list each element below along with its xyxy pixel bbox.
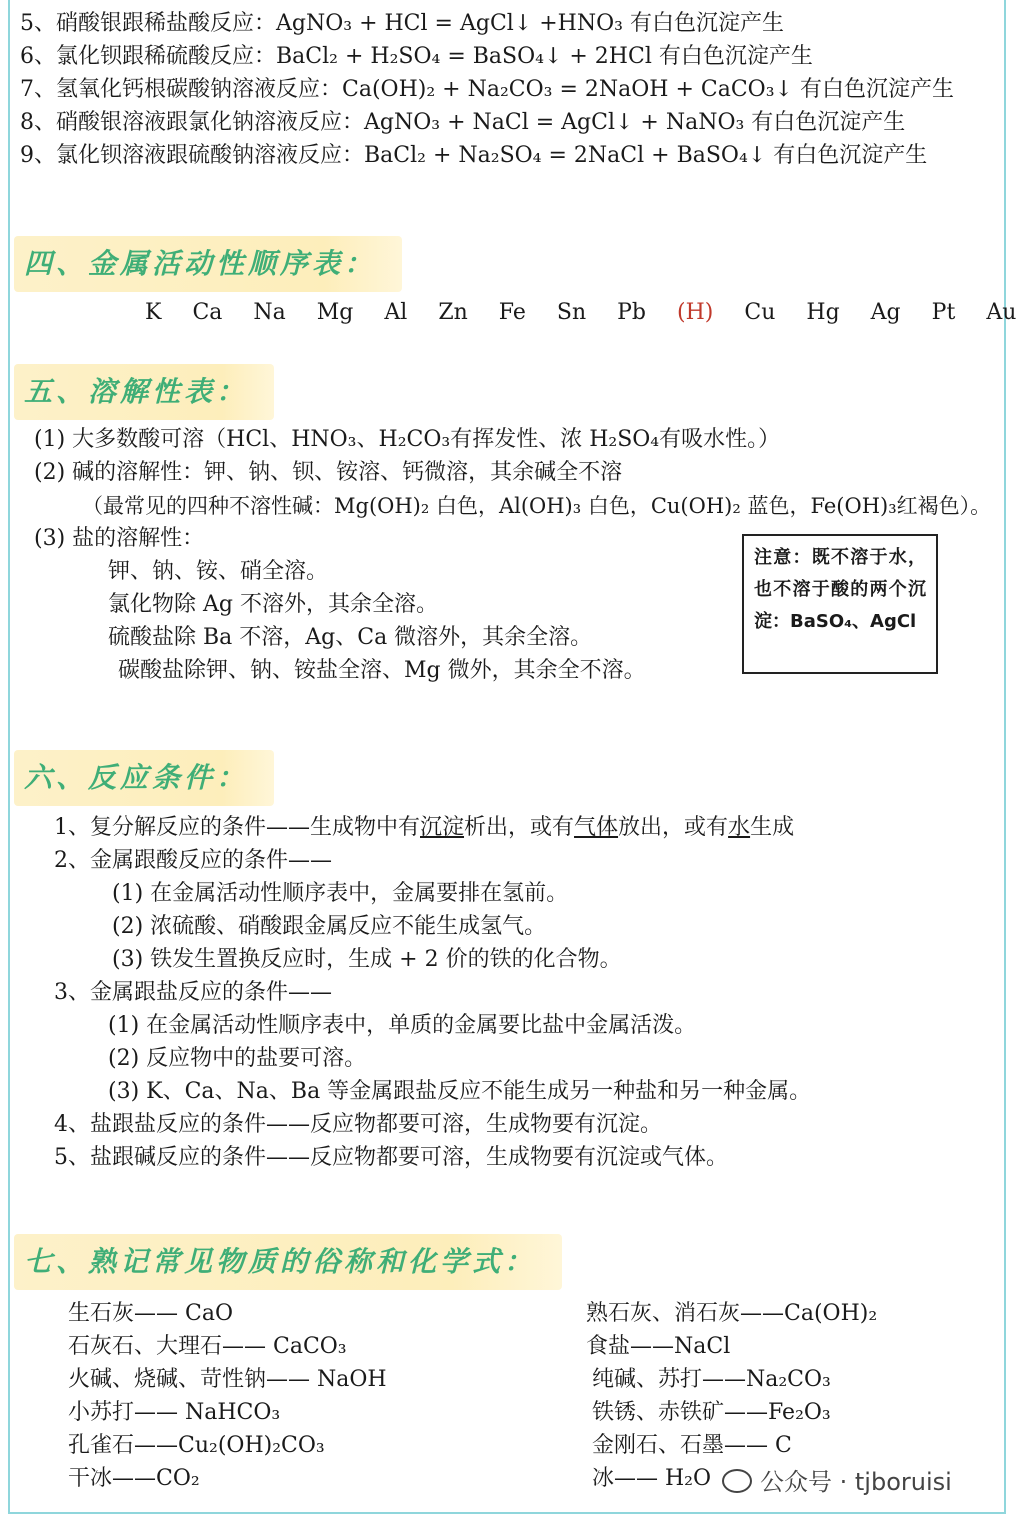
section-6-heading: 六、反应条件： bbox=[14, 750, 274, 806]
metal-activity-series bbox=[145, 300, 1016, 325]
name-left-2: 石灰石、大理石—— CaCO₃ bbox=[68, 1334, 347, 1359]
condition-1-part-g: 生成 bbox=[750, 815, 795, 840]
name-right-4: 铁锈、赤铁矿——Fe₂O₃ bbox=[592, 1400, 831, 1425]
solubility-line-4: (3) 盐的溶解性： bbox=[34, 526, 205, 551]
solubility-line-7: 硫酸盐除 Ba 不溶，Ag、Ca 微溶外，其余全溶。 bbox=[108, 625, 593, 650]
solubility-line-5: 钾、钠、铵、硝全溶。 bbox=[108, 559, 329, 584]
metal-hg: Hg bbox=[806, 300, 840, 325]
condition-1-part-c: 析出，或有 bbox=[464, 815, 575, 840]
condition-line-5: 5、盐跟碱反应的条件——反应物都要可溶，生成物要有沉淀或气体。 bbox=[54, 1145, 728, 1170]
reaction-6: 6、氯化钡跟稀硫酸反应：BaCl₂ + H₂SO₄ = BaSO₄↓ + 2HCl 有白色沉淀产生 bbox=[20, 44, 813, 69]
solubility-line-1: (1) 大多数酸可溶（HCl、HNO₃、H₂CO₃有挥发性、浓 H₂SO₄有吸水性。） bbox=[34, 427, 781, 452]
wechat-icon bbox=[722, 1469, 752, 1493]
condition-1-water: 水 bbox=[728, 815, 751, 840]
metal-zn: Zn bbox=[438, 300, 468, 325]
condition-1-part-a: 1、复分解反应的条件——生成物中有 bbox=[54, 815, 420, 840]
condition-1-precipitate: 沉淀 bbox=[420, 815, 465, 840]
metal-na: Na bbox=[253, 300, 286, 325]
condition-line-2-3: (3) 铁发生置换反应时，生成 + 2 价的铁的化合物。 bbox=[112, 947, 622, 972]
metal-sn: Sn bbox=[556, 300, 587, 325]
condition-line-2: 2、金属跟酸反应的条件—— bbox=[54, 848, 332, 873]
name-right-5: 金刚石、石墨—— C bbox=[592, 1433, 792, 1458]
section-7-heading: 七、熟记常见物质的俗称和化学式： bbox=[14, 1234, 562, 1290]
name-right-2: 食盐——NaCl bbox=[586, 1334, 731, 1359]
metal-h: (H) bbox=[677, 300, 714, 325]
note-box: 注意：既不溶于水，也不溶于酸的两个沉淀：BaSO₄、AgCl bbox=[742, 534, 938, 674]
metal-pt: Pt bbox=[931, 300, 956, 325]
section-4-heading: 四、金属活动性顺序表： bbox=[14, 236, 402, 292]
condition-1-part-e: 放出，或有 bbox=[618, 815, 729, 840]
reaction-7: 7、氢氧化钙根碳酸钠溶液反应：Ca(OH)₂ + Na₂CO₃ = 2NaOH + CaCO₃↓ 有白色沉淀产生 bbox=[20, 77, 954, 102]
solubility-line-2: (2) 碱的溶解性：钾、钠、钡、铵溶、钙微溶，其余碱全不溶 bbox=[34, 460, 623, 485]
name-left-3: 火碱、烧碱、苛性钠—— NaOH bbox=[68, 1367, 387, 1392]
reaction-8: 8、硝酸银溶液跟氯化钠溶液反应：AgNO₃ + NaCl = AgCl↓ + NaNO₃ 有白色沉淀产生 bbox=[20, 110, 906, 135]
condition-line-3-3: (3) K、Ca、Na、Ba 等金属跟盐反应不能生成另一种盐和另一种金属。 bbox=[108, 1079, 812, 1104]
watermark bbox=[722, 1462, 952, 1497]
name-left-6: 干冰——CO₂ bbox=[68, 1466, 200, 1491]
metal-al: Al bbox=[384, 300, 408, 325]
reaction-9: 9、氯化钡溶液跟硫酸钠溶液反应：BaCl₂ + Na₂SO₄ = 2NaCl + BaSO₄↓ 有白色沉淀产生 bbox=[20, 143, 928, 168]
watermark-text: 公众号 · tjboruisi bbox=[760, 1468, 952, 1496]
name-left-1: 生石灰—— CaO bbox=[68, 1301, 233, 1326]
metal-au: Au bbox=[986, 300, 1016, 325]
condition-line-4: 4、盐跟盐反应的条件——反应物都要可溶，生成物要有沉淀。 bbox=[54, 1112, 662, 1137]
solubility-line-3: （最常见的四种不溶性碱：Mg(OH)₂ 白色，Al(OH)₃ 白色，Cu(OH)₂ 蓝色，Fe(OH)₃红褐色）。 bbox=[82, 494, 992, 518]
name-left-4: 小苏打—— NaHCO₃ bbox=[68, 1400, 281, 1425]
metal-mg: Mg bbox=[316, 300, 354, 325]
metal-cu: Cu bbox=[744, 300, 776, 325]
solubility-line-8: 碳酸盐除钾、钠、铵盐全溶、Mg 微外，其余全不溶。 bbox=[118, 658, 646, 683]
metal-ag: Ag bbox=[870, 300, 901, 325]
section-5-heading: 五、溶解性表： bbox=[14, 364, 274, 420]
metal-fe: Fe bbox=[498, 300, 526, 325]
condition-line-2-2: (2) 浓硫酸、硝酸跟金属反应不能生成氢气。 bbox=[112, 914, 547, 939]
name-right-1: 熟石灰、消石灰——Ca(OH)₂ bbox=[586, 1301, 878, 1326]
name-right-6: 冰—— H₂O bbox=[592, 1466, 712, 1491]
name-right-3: 纯碱、苏打——Na₂CO₃ bbox=[592, 1367, 831, 1392]
solubility-line-6: 氯化物除 Ag 不溶外，其余全溶。 bbox=[108, 592, 438, 617]
condition-line-3: 3、金属跟盐反应的条件—— bbox=[54, 980, 332, 1005]
condition-line-3-1: (1) 在金属活动性顺序表中，单质的金属要比盐中金属活泼。 bbox=[108, 1013, 697, 1038]
metal-ca: Ca bbox=[192, 300, 223, 325]
condition-1-gas: 气体 bbox=[574, 815, 619, 840]
condition-line-1 bbox=[54, 814, 794, 842]
metal-k: K bbox=[145, 300, 162, 325]
reaction-5: 5、硝酸银跟稀盐酸反应：AgNO₃ + HCl = AgCl↓ +HNO₃ 有白色沉淀产生 bbox=[20, 11, 784, 36]
condition-line-2-1: (1) 在金属活动性顺序表中，金属要排在氢前。 bbox=[112, 881, 569, 906]
name-left-5: 孔雀石——Cu₂(OH)₂CO₃ bbox=[68, 1433, 325, 1458]
metal-pb: Pb bbox=[617, 300, 647, 325]
condition-line-3-2: (2) 反应物中的盐要可溶。 bbox=[108, 1046, 367, 1071]
